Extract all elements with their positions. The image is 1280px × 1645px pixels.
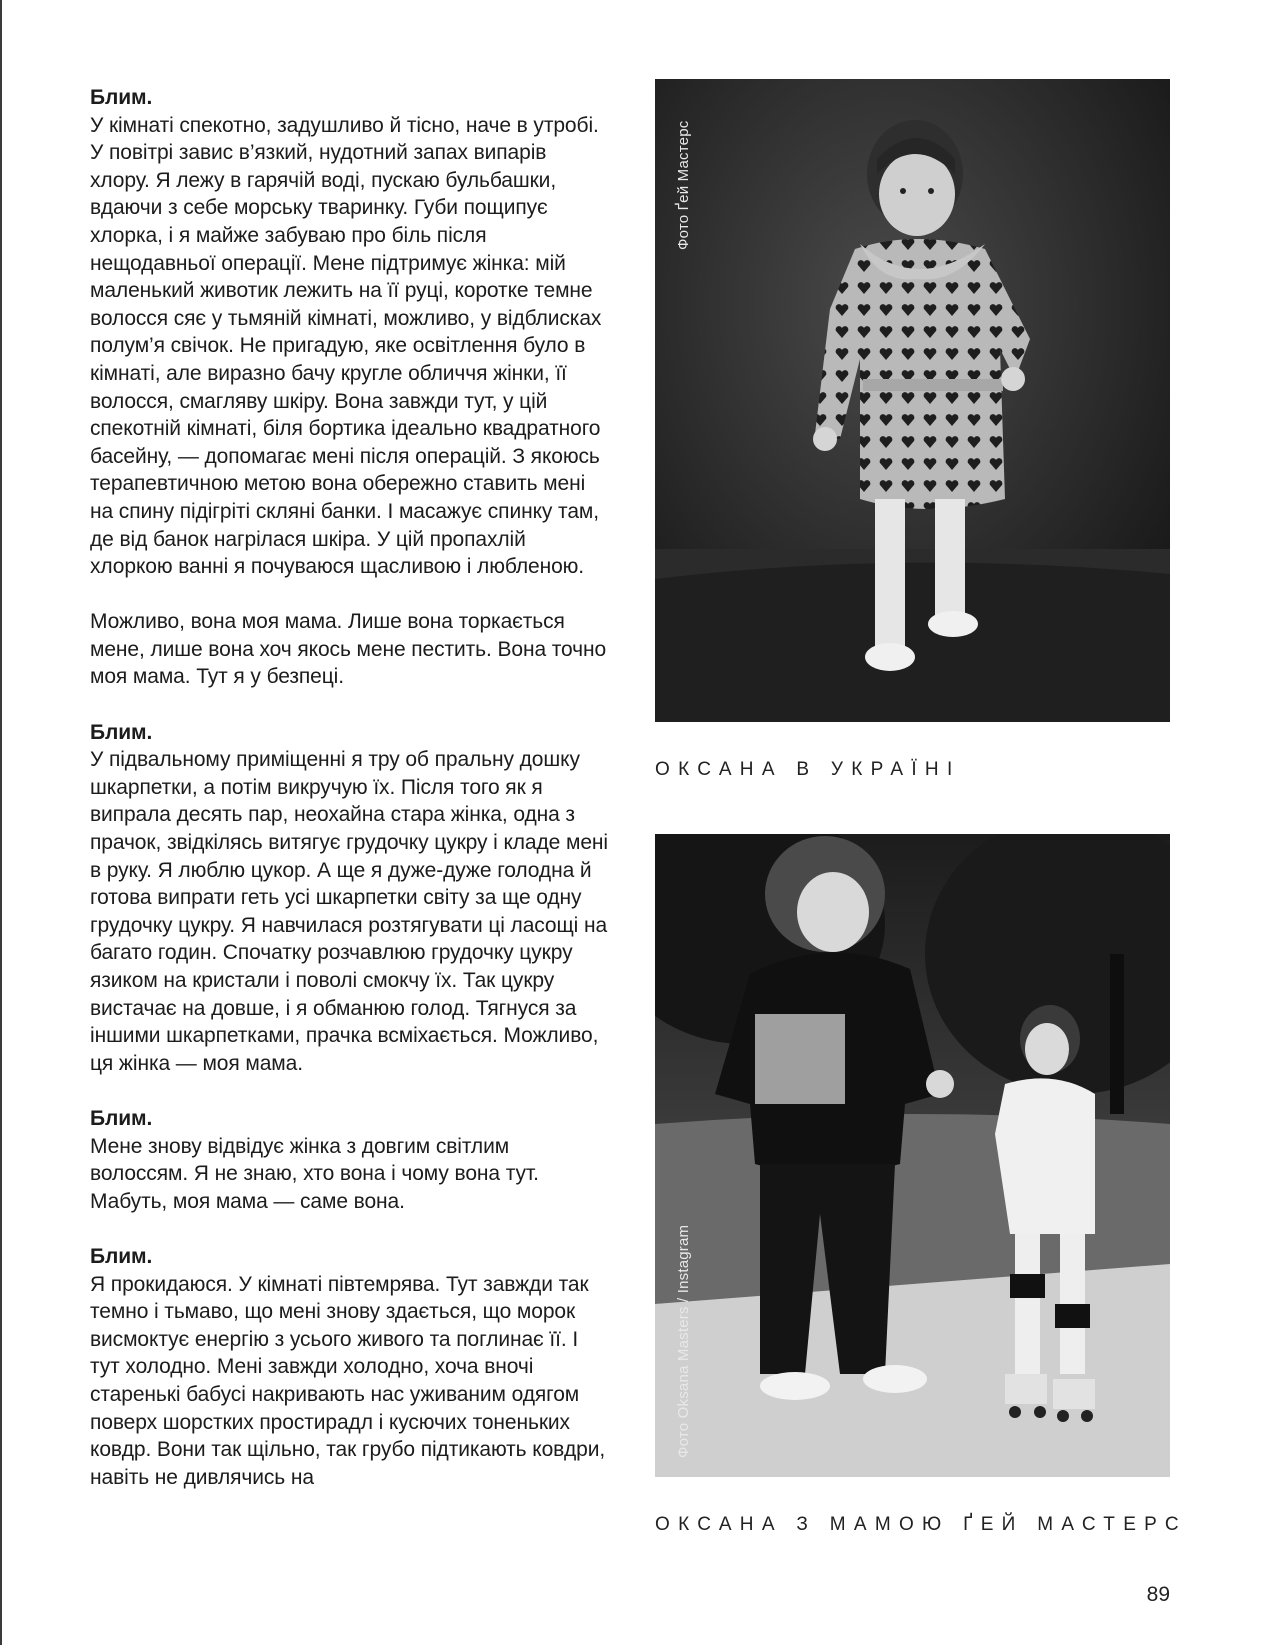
text-section xyxy=(90,84,610,581)
page-edge xyxy=(0,0,2,1645)
paragraph: Можливо, вона моя мама. Лише вона торкається мене, лише вона хоч якось мене пестить. Вона точно моя мама. Тут я у безпеці. xyxy=(90,610,607,689)
text-section xyxy=(90,1243,610,1491)
text-section xyxy=(90,608,610,691)
paragraph: Я прокидаюся. У кімнаті півтемрява. Тут завжди так темно і тьмаво, що мені знову здається, що морок висмоктує енергію з усього живого та поглинає її. І тут холодно. Мені завжди холодно, хоча вночі старенькі бабусі накривають нас уживаним одягом поверх шорстких простирадл і кусючих тоненьких ковдр. Вони так щільно, так грубо підтикають ковдри, навіть не дивлячись на xyxy=(90,1272,606,1489)
photo-credit: Фото Ґей Мастерс xyxy=(675,120,692,250)
text-section xyxy=(90,719,610,1078)
photo-caption: ОКСАНА В УКРАЇНІ xyxy=(655,759,961,780)
section-heading: Блим. xyxy=(90,86,153,109)
photo-caption: ОКСАНА З МАМОЮ ҐЕЙ МАСТЕРС xyxy=(655,1514,1187,1535)
page-number: 89 xyxy=(1146,1583,1170,1606)
paragraph: У кімнаті спекотно, задушливо й тісно, наче в утробі. У повітрі завис в’язкий, нудотний запах випарів хлору. Я лежу в гарячій воді, пускаю бульбашки, вдаючи з себе морську тваринку. Губи пощипує хлорка, і я майже забуваю про біль після нещодавньої операції. Мене підтримує жінка: мій маленький животик лежить на її руці, коротке темне волосся сяє у тьмяній кімнаті, можливо, у відблисках полум’я свічок. Не пригадую, яке освітлення було в кімнаті, але виразно бачу кругле обличчя жінки, її волосся, смагляву шкіру. Вона завжди тут, у цій спекотній кімнаті, біля бортика ідеально квадратного басейну, — допомагає мені після операцій. З якоюсь терапевтичною метою вона обережно ставить мені на спину підігріті скляні банки. І масажує спинку там, де від банок нагрілася шкіра. У цій пропахлій хлоркою ванні я почуваюся щасливою і любленою. xyxy=(90,113,602,579)
paragraph: Мене знову відвідує жінка з довгим світлим волоссям. Я не знаю, хто вона і чому вона тут. Мабуть, моя мама — саме вона. xyxy=(90,1134,539,1213)
section-heading: Блим. xyxy=(90,1106,153,1130)
photo-girl-in-heart-dress-icon xyxy=(655,79,1170,722)
photo-mother-and-daughter-rollerskating-icon xyxy=(655,834,1170,1477)
text-section xyxy=(90,1105,610,1215)
photo-credit: Фото Oksana Masters / Instagram xyxy=(675,1224,692,1458)
main-text-column xyxy=(90,84,610,1519)
section-heading: Блим. xyxy=(90,720,153,744)
section-heading: Блим. xyxy=(90,1244,153,1268)
paragraph: У підвальному приміщенні я тру об пральну дошку шкарпетки, а потім викручую їх. Після того як я випрала десять пар, неохайна стара жінка, одна з прачок, звідкілясь витягує грудочку цукру і кладе мені в руку. Я люблю цукор. А ще я дуже-дуже голодна й готова випрати геть усі шкарпетки світу за ще одну грудочку цукру. Я навчилася розтягувати ці ласощі на багато годин. Спочатку розчавлюю грудочку цукру язиком на кристали і поволі смокчу їх. Так цукру вистачає на довше, і я обманюю голод. Тягнуся за іншими шкарпетками, прачка всміхається. Можливо, ця жінка — моя мама. xyxy=(90,748,608,1075)
